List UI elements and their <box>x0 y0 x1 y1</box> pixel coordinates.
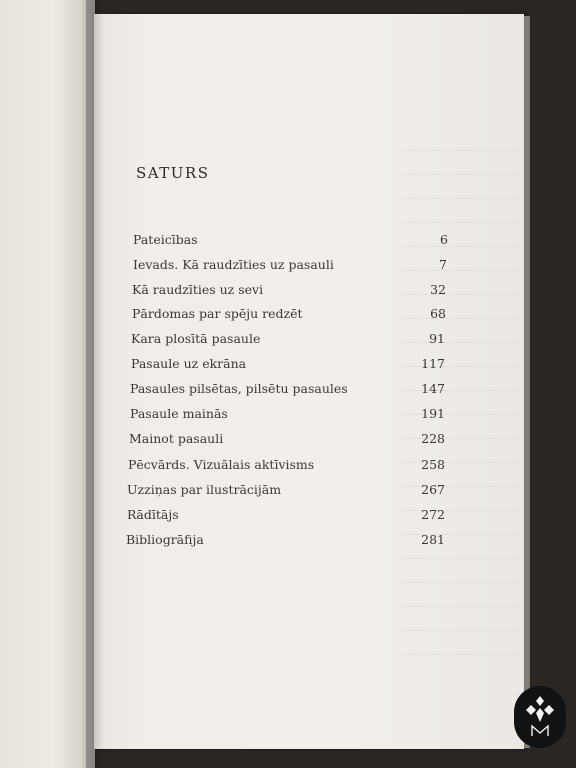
toc-entry <box>131 331 445 351</box>
toc-entry-page: 147 <box>421 381 445 396</box>
toc-entry <box>132 306 446 326</box>
toc-entry-page: 228 <box>421 431 445 446</box>
toc-entry <box>127 507 445 527</box>
toc-entry <box>128 457 445 477</box>
toc-entry-label: Kara plosītā pasaule <box>131 331 261 346</box>
toc-entry <box>133 257 447 277</box>
page-edge <box>524 16 530 748</box>
toc-entry-page: 91 <box>429 331 445 346</box>
toc-entry-label: Uzziņas par ilustrācijām <box>127 482 282 497</box>
watermark-logo <box>514 686 566 748</box>
toc-entry <box>133 232 448 252</box>
toc-entry-page: 267 <box>421 482 445 497</box>
toc-entry <box>127 482 445 502</box>
toc-entry <box>129 431 445 451</box>
toc-entry <box>126 532 445 552</box>
toc-entry-page: 117 <box>421 356 445 371</box>
toc-entry-page: 258 <box>421 457 445 472</box>
toc-entry-page: 191 <box>421 406 445 421</box>
toc-entry-page: 7 <box>439 257 447 272</box>
toc-entry-page: 68 <box>430 306 446 321</box>
toc-entry-page: 281 <box>421 532 445 547</box>
toc-entry-page: 32 <box>430 282 446 297</box>
left-page <box>0 0 95 768</box>
toc-entry-page: 6 <box>440 232 448 247</box>
toc-heading: SATURS <box>136 164 210 182</box>
toc-entry <box>130 406 445 426</box>
toc-entry-label: Ievads. Kā raudzīties uz pasauli <box>133 257 334 272</box>
toc-entry <box>132 282 446 302</box>
toc-entry-label: Pasaule uz ekrāna <box>131 356 247 371</box>
toc-entry-label: Pasaule mainās <box>130 406 228 421</box>
toc-entry-label: Pārdomas par spēju redzēt <box>132 306 303 321</box>
toc-entry-label: Bibliogrāfija <box>126 532 204 547</box>
toc-entry-label: Pēcvārds. Vizuālais aktīvisms <box>128 457 315 472</box>
toc-entry-label: Mainot pasauli <box>129 431 224 446</box>
toc-entry <box>130 381 445 401</box>
toc-entry-label: Kā raudzīties uz sevi <box>132 282 264 297</box>
watermark-emblem-icon <box>514 686 566 748</box>
toc-entry-label: Rādītājs <box>127 507 179 522</box>
toc-entry <box>131 356 445 376</box>
toc-entry-label: Pasaules pilsētas, pilsētu pasaules <box>130 381 348 396</box>
gutter-shadow <box>86 0 104 768</box>
toc-entry-label: Pateicības <box>133 232 198 247</box>
toc-entry-page: 272 <box>421 507 445 522</box>
